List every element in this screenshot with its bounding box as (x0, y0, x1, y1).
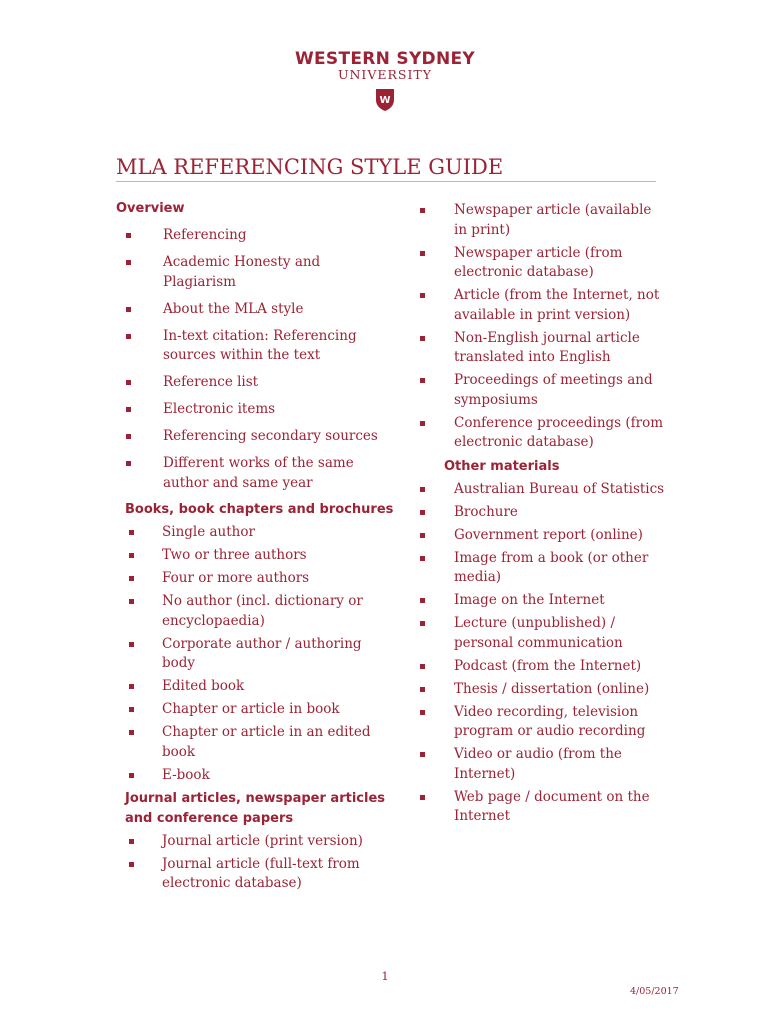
list-item: Journal article (full-text from electronic database) (125, 855, 396, 894)
list-item: Electronic items (116, 400, 396, 420)
university-logo (0, 50, 770, 116)
list-item: Newspaper article (available in print) (418, 201, 668, 240)
list-item: Web page / document on the Internet (418, 788, 668, 827)
list-item: Single author (125, 523, 396, 543)
books-list (125, 523, 396, 785)
document-date: 4/05/2017 (630, 986, 679, 997)
other-materials-list (418, 480, 668, 827)
list-item: Image from a book (or other media) (418, 549, 668, 588)
journals-continued-list (418, 201, 668, 453)
list-item: Four or more authors (125, 569, 396, 589)
section-heading-overview: Overview (116, 201, 185, 216)
list-item: Referencing secondary sources (116, 427, 396, 447)
list-item: No author (incl. dictionary or encyclopaedia) (125, 592, 396, 631)
list-item: Brochure (418, 503, 668, 523)
list-item: Edited book (125, 677, 396, 697)
list-item: Image on the Internet (418, 591, 668, 611)
list-item: Proceedings of meetings and symposiums (418, 371, 668, 410)
list-item: Different works of the same author and same year (116, 454, 396, 493)
list-item: Chapter or article in book (125, 700, 396, 720)
list-item: Reference list (116, 373, 396, 393)
list-item: E-book (125, 766, 396, 786)
title-divider (116, 181, 656, 182)
left-column (116, 199, 396, 894)
page-number: 1 (381, 969, 389, 983)
page-title: MLA REFERENCING STYLE GUIDE (116, 155, 504, 179)
list-item: Video or audio (from the Internet) (418, 745, 668, 784)
shield-letter: W (379, 95, 391, 106)
list-item: Government report (online) (418, 526, 668, 546)
list-item: Australian Bureau of Statistics (418, 480, 668, 500)
logo-line-2: UNIVERSITY (337, 67, 433, 82)
university-shield-icon (375, 88, 395, 112)
list-item: Two or three authors (125, 546, 396, 566)
list-item: Chapter or article in an edited book (125, 723, 396, 762)
right-column (418, 201, 668, 830)
list-item: Conference proceedings (from electronic database) (418, 414, 668, 453)
overview-list (116, 226, 396, 493)
list-item: Thesis / dissertation (online) (418, 680, 668, 700)
list-item: Podcast (from the Internet) (418, 657, 668, 677)
section-heading-books: Books, book chapters and brochures (125, 502, 394, 517)
list-item: About the MLA style (116, 300, 396, 320)
list-item: Lecture (unpublished) / personal communication (418, 614, 668, 653)
list-item: Academic Honesty and Plagiarism (116, 253, 396, 292)
list-item: Video recording, television program or audio recording (418, 703, 668, 742)
list-item: Article (from the Internet, not available in print version) (418, 286, 668, 325)
list-item: Referencing (116, 226, 396, 246)
journals-list (125, 832, 396, 894)
section-heading-journals: Journal articles, newspaper articles and conference papers (125, 791, 386, 826)
list-item: In-text citation: Referencing sources within the text (116, 327, 396, 366)
logo-line-1: WESTERN SYDNEY (294, 49, 476, 69)
list-item: Corporate author / authoring body (125, 635, 396, 674)
list-item: Non-English journal article translated into English (418, 329, 668, 368)
list-item: Newspaper article (from electronic database) (418, 244, 668, 283)
list-item: Journal article (print version) (125, 832, 396, 852)
section-heading-other-materials: Other materials (444, 458, 560, 474)
